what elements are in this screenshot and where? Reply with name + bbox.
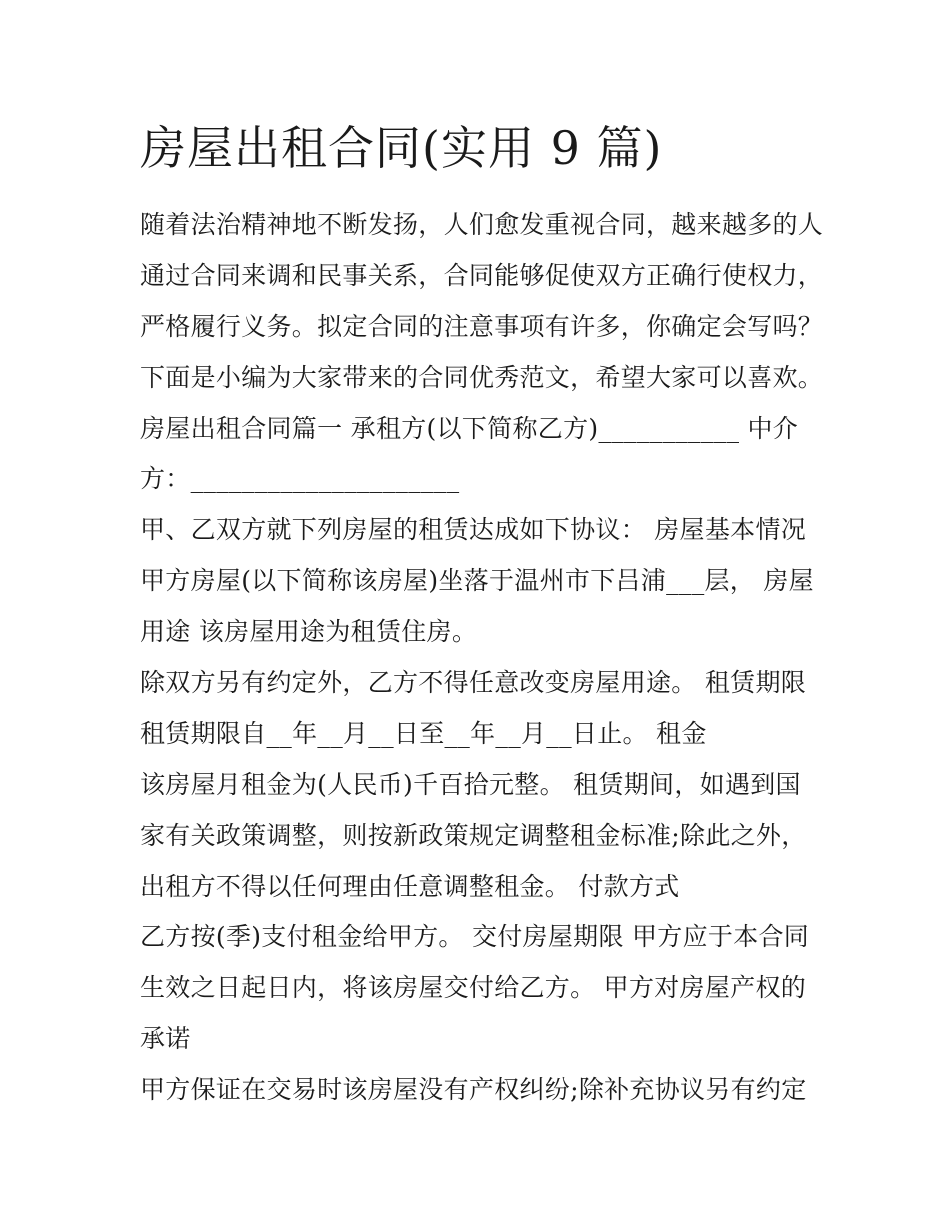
body-line: 通过合同来调和民事关系，合同能够促使双方正确行使权力，: [140, 260, 824, 290]
body-line: 房屋出租合同篇一 承租方(以下简称乙方)___________ 中介: [140, 413, 799, 443]
body-line: 方：_____________________: [140, 464, 460, 494]
body-line: 乙方按(季)支付租金给甲方。 交付房屋期限 甲方应于本合同: [140, 922, 810, 952]
body-line: 生效之日起日内，将该房屋交付给乙方。 甲方对房屋产权的: [140, 973, 807, 1003]
document-title: 房屋出租合同(实用 9 篇): [140, 121, 663, 175]
body-line: 甲方保证在交易时该房屋没有产权纠纷;除补充协议另有约定: [140, 1075, 807, 1105]
body-line: 该房屋月租金为(人民币)千百拾元整。 租赁期间，如遇到国: [140, 769, 801, 799]
body-line: 下面是小编为大家带来的合同优秀范文，希望大家可以喜欢。: [140, 362, 824, 392]
body-line: 严格履行义务。拟定合同的注意事项有许多，你确定会写吗？: [140, 311, 824, 341]
body-line: 甲方房屋(以下简称该房屋)坐落于温州市下吕浦___层， 房屋: [140, 566, 814, 596]
body-line: 家有关政策调整，则按新政策规定调整租金标准;除此之外，: [140, 820, 807, 850]
body-line: 除双方另有约定外，乙方不得任意改变房屋用途。 租赁期限: [140, 668, 807, 698]
body-line: 租赁期限自__年__月__日至__年__月__日止。 租金: [140, 718, 707, 748]
body-line: 承诺: [140, 1024, 191, 1054]
document-body: [140, 200, 824, 1116]
body-line: 随着法治精神地不断发扬，人们愈发重视合同，越来越多的人: [140, 210, 824, 239]
body-line: 甲、乙双方就下列房屋的租赁达成如下协议： 房屋基本情况: [140, 515, 807, 545]
body-line: 出租方不得以任何理由任意调整租金。 付款方式: [140, 871, 680, 901]
body-line: 用途 该房屋用途为租赁住房。: [140, 617, 478, 647]
